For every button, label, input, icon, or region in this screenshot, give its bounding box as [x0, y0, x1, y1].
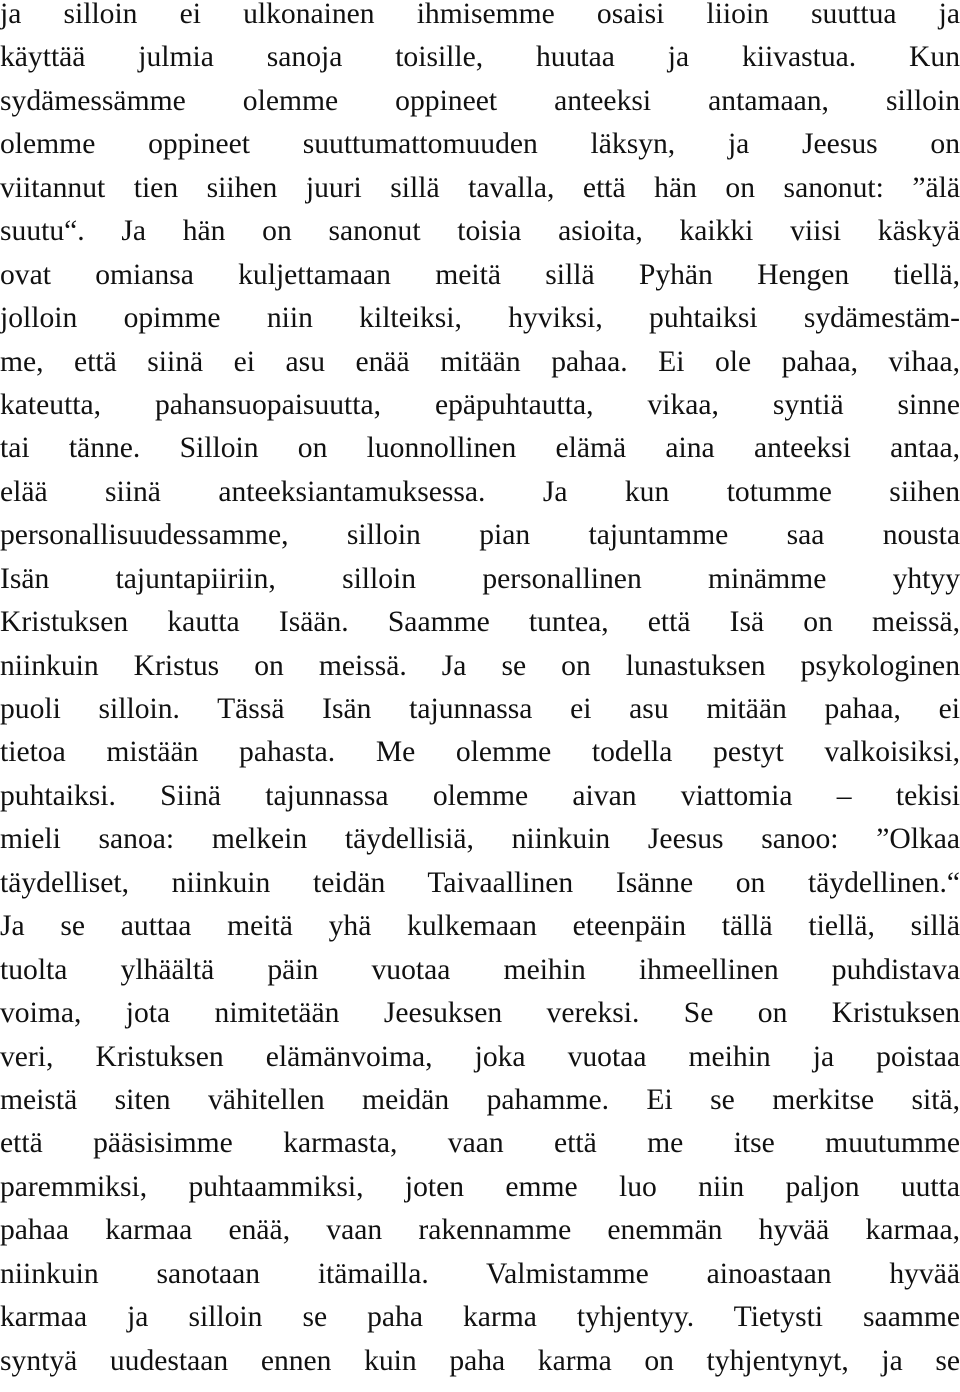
- text-line: Kristuksen kautta Isään. Saamme tuntea, että Isä on meissä,: [0, 606, 960, 639]
- text-line: Isän tajuntapiiriin, silloin personallinen minämme yhtyy: [0, 562, 960, 595]
- text-line: kateutta, pahansuopaisuutta, epäpuhtautta, vikaa, syntiä sinne: [0, 388, 960, 421]
- text-line: että pääsisimme karmasta, vaan että me itse muutumme: [0, 1127, 960, 1160]
- text-line: me, että siinä ei asu enää mitään pahaa. Ei ole pahaa, vihaa,: [0, 345, 960, 378]
- text-line: ja silloin ei ulkonainen ihmisemme osaisi liioin suuttua ja: [0, 0, 960, 30]
- text-line: pahaa karmaa enää, vaan rakennamme enemmän hyvää karmaa,: [0, 1214, 960, 1247]
- text-line: meistä siten vähitellen meidän pahamme. Ei se merkitse sitä,: [0, 1083, 960, 1116]
- text-line: niinkuin Kristus on meissä. Ja se on lunastuksen psykologinen: [0, 649, 960, 682]
- text-line: niinkuin sanotaan itämailla. Valmistamme ainoastaan hyvää: [0, 1257, 960, 1290]
- text-line: elää siinä anteeksiantamuksessa. Ja kun totumme siihen: [0, 475, 960, 508]
- text-line: paremmiksi, puhtaammiksi, joten emme luo niin paljon uutta: [0, 1170, 960, 1203]
- text-line: puoli silloin. Tässä Isän tajunnassa ei asu mitään pahaa, ei: [0, 693, 960, 725]
- text-line: voima, jota nimitetään Jeesuksen vereksi. Se on Kristuksen: [0, 997, 960, 1030]
- text-line: tuolta ylhäältä päin vuotaa meihin ihmeellinen puhdistava: [0, 953, 960, 986]
- text-line: sydämessämme olemme oppineet anteeksi antamaan, silloin: [0, 84, 960, 117]
- text-line: puhtaiksi. Siinä tajunnassa olemme aivan viattomia – tekisi: [0, 779, 960, 812]
- text-line: käyttää julmia sanoja toisille, huutaa ja kiivastua. Kun: [0, 41, 960, 74]
- text-line: ovat omiansa kuljettamaan meitä sillä Pyhän Hengen tiellä,: [0, 258, 960, 291]
- text-line: viitannut tien siihen juuri sillä tavalla, että hän on sanonut: ”älä: [0, 171, 960, 204]
- text-line: karmaa ja silloin se paha karma tyhjentyy. Tietysti saamme: [0, 1301, 960, 1334]
- text-line: täydelliset, niinkuin teidän Taivaallinen Isänne on täydellinen.“: [0, 866, 960, 899]
- text-line: olemme oppineet suuttumattomuuden läksyn, ja Jeesus on: [0, 128, 960, 161]
- text-line: jolloin opimme niin kilteiksi, hyviksi, puhtaiksi sydämestäm-: [0, 302, 960, 335]
- text-line: syntyä uudestaan ennen kuin paha karma on tyhjentynyt, ja se: [0, 1344, 960, 1377]
- text-line: tai tänne. Silloin on luonnollinen elämä aina anteeksi antaa,: [0, 432, 960, 465]
- text-line: tietoa mistään pahasta. Me olemme todella pestyt valkoisiksi,: [0, 736, 960, 769]
- text-line: veri, Kristuksen elämänvoima, joka vuotaa meihin ja poistaa: [0, 1040, 960, 1073]
- text-line: personallisuudessamme, silloin pian tajuntamme saa nousta: [0, 519, 960, 552]
- text-line: Ja se auttaa meitä yhä kulkemaan eteenpäin tällä tiellä, sillä: [0, 910, 960, 943]
- text-line: mieli sanoa: melkein täydellisiä, niinkuin Jeesus sanoo: ”Olkaa: [0, 823, 960, 856]
- text-line: suutu“. Ja hän on sanonut toisia asioita, kaikki viisi käskyä: [0, 215, 960, 248]
